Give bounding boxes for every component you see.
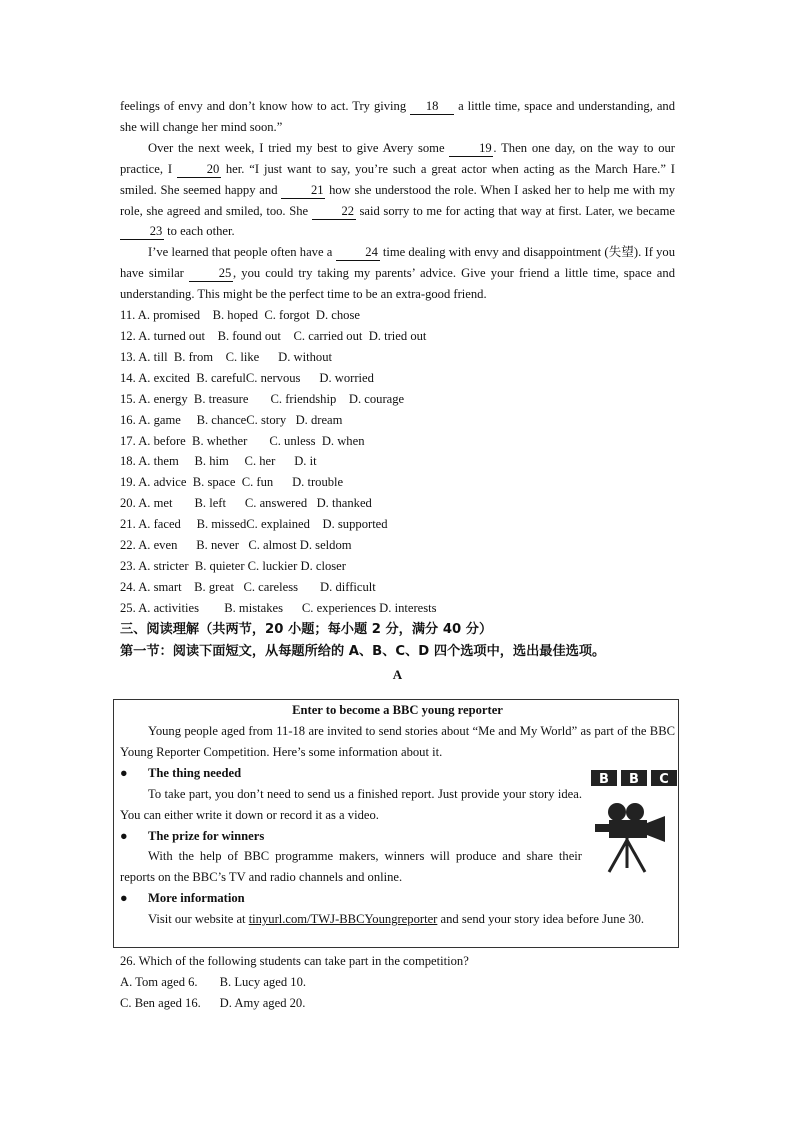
option-line: 24. A. smart B. great C. careless D. difficult	[120, 579, 376, 594]
logo-letter: B	[599, 772, 609, 787]
option-line: 23. A. stricter B. quieter C. luckier D. closer	[120, 558, 346, 573]
bullet-icon: ●	[120, 891, 128, 906]
part-letter: A	[392, 666, 403, 682]
option-line: 19. A. advice B. space C. fun D. trouble	[120, 475, 344, 490]
option-line: 16. A. game B. chanceC. story D. dream	[120, 412, 343, 427]
website-link[interactable]: tinyurl.com/TWJ-BBCYoungreporter	[248, 912, 438, 927]
ad-heading-more-info	[120, 888, 675, 909]
text: Visit our website at	[148, 912, 249, 927]
question-options-cd: C. Ben aged 16. D. Amy aged 20.	[120, 995, 306, 1010]
blank-19: 19	[449, 141, 493, 157]
option-line: 14. A. excited B. carefulC. nervous D. worried	[120, 370, 374, 385]
blank-22: 22	[312, 204, 356, 220]
text: a little time, space and understanding, and she will change her mind soon.”	[120, 99, 675, 134]
blank-21: 21	[281, 183, 325, 199]
section-instruction: 第一节：阅读下面短文，从每题所给的 A、B、C、D 四个选项中，选出最佳选项。	[120, 643, 606, 659]
text: her. “I just want to say, you’re such a great actor when acting as the March Hare.” I smiled. She seemed happy and	[120, 161, 675, 197]
question-stem: 26. Which of the following students can take part in the competition?	[120, 954, 469, 968]
option-line: 12. A. turned out B. found out C. carried out D. tried out	[120, 328, 427, 343]
bullet-icon: ●	[120, 828, 128, 843]
option-line: 11. A. promised B. hoped C. forgot D. chose	[120, 308, 360, 323]
option-line: 22. A. even B. never C. almost D. seldom	[120, 538, 352, 553]
option-line: 13. A. till B. from C. like D. without	[120, 349, 332, 364]
blank-24: 24	[336, 245, 380, 261]
option-line: 21. A. faced B. missedC. explained D. supported	[120, 517, 388, 532]
section-title: 三、阅读理解（共两节，20 小题；每小题 2 分，满分 40 分）	[120, 621, 493, 637]
bbc-logo-camera-icon	[589, 768, 679, 878]
option-line: 18. A. them B. him C. her D. it	[120, 454, 317, 469]
ad-title: Enter to become a BBC young reporter	[292, 703, 503, 717]
option-line: 25. A. activities B. mistakes C. experiences D. interests	[120, 600, 437, 615]
blank-25: 25	[189, 266, 233, 282]
option-line: 15. A. energy B. treasure C. friendship D. courage	[120, 391, 405, 406]
text: said sorry to me for acting that way at first. Later, we became	[355, 203, 676, 218]
text: Over the next week, I tried my best to give Avery some	[148, 140, 450, 155]
text: how she understood the role. When I asked her to help me with my role, she agreed and smiled, too. She	[120, 182, 675, 218]
ad-text-more-info	[120, 909, 675, 930]
text: I’ve learned that people often have a	[148, 245, 336, 260]
camera-icon	[595, 803, 665, 872]
blank-23: 23	[120, 224, 164, 240]
ad-text-thing-needed: To take part, you don’t need to send us a finished report. Just provide your story idea. You can either write it down or record it as a video.	[120, 786, 582, 822]
question-options-ab: A. Tom aged 6. B. Lucy aged 10.	[120, 974, 307, 989]
text: to each other.	[164, 224, 235, 239]
bbc-logo	[591, 770, 677, 787]
blank-18: 18	[410, 99, 454, 115]
text: and send your story idea before June 30.	[437, 912, 645, 927]
text: time dealing with envy and disappointment (失望). If you have similar	[120, 245, 675, 281]
ad-intro: Young people aged from 11-18 are invited to send stories about “Me and My World” as part of the BBC Young Reporter Competition. Here’s some information about it.	[120, 724, 675, 759]
cloze-passage	[120, 96, 675, 685]
option-line: 17. A. before B. whether C. unless D. when	[120, 433, 365, 448]
logo-letter: C	[659, 772, 669, 787]
heading-text: The prize for winners	[148, 828, 265, 843]
text: . Then one day, on the way to our practice, I	[120, 140, 675, 176]
paragraph-1	[120, 96, 675, 138]
blank-20: 20	[177, 162, 221, 178]
ad-text-prize: With the help of BBC programme makers, winners will produce and share their reports on the BBC’s TV and radio channels and online.	[120, 849, 582, 885]
options-list	[120, 305, 675, 619]
text: , you could try taking my parents’ advice. Give your friend a little time, space and understanding. This might be the perfect time to be an extra-good friend.	[120, 266, 675, 302]
bullet-icon: ●	[120, 765, 128, 780]
heading-text: The thing needed	[148, 765, 242, 780]
heading-text: More information	[148, 891, 245, 906]
text: feelings of envy and don’t know how to act. Try giving	[120, 99, 411, 113]
paragraph-3	[120, 242, 675, 305]
paragraph-2	[120, 138, 675, 243]
logo-letter: B	[629, 772, 639, 787]
question-26	[120, 951, 680, 1014]
option-line: 20. A. met B. left C. answered D. thanked	[120, 496, 372, 511]
